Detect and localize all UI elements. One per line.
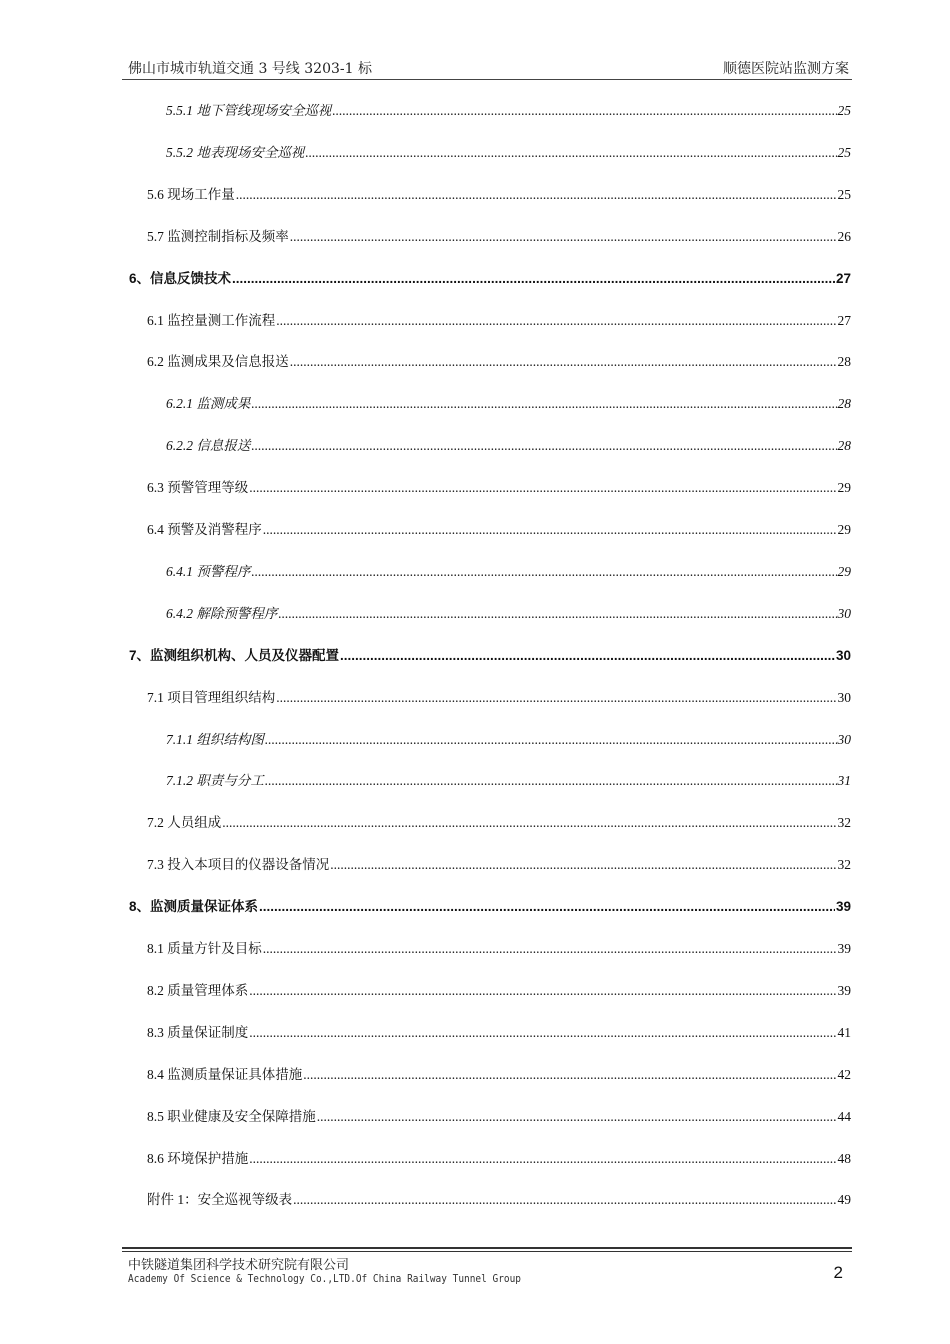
toc-entry-title: 5.5.1 地下管线现场安全巡视 — [166, 103, 332, 118]
toc-entry-page-number: 28 — [837, 354, 851, 370]
toc-entry-title: 6.3 预警管理等级 — [147, 480, 249, 496]
toc-entry-page-number: 30 — [837, 731, 851, 747]
toc-dot-leader — [263, 940, 837, 958]
toc-entry[interactable] — [166, 731, 851, 749]
toc-entry-page-number: 49 — [837, 1192, 851, 1208]
toc-dot-leader — [249, 982, 836, 1000]
header-divider — [122, 79, 852, 80]
toc-entry[interactable] — [147, 689, 851, 707]
toc-entry-page-number: 32 — [837, 857, 851, 873]
toc-entry-page-number: 32 — [837, 815, 851, 831]
toc-entry-page-number: 39 — [837, 941, 851, 956]
toc-entry-page-number: 41 — [837, 1024, 851, 1040]
toc-entry[interactable] — [166, 772, 851, 790]
toc-entry-title: 6、信息反馈技术 — [129, 270, 232, 286]
toc-entry-page-number: 30 — [835, 647, 851, 663]
toc-entry-title: 7、监测组织机构、人员及仪器配置 — [129, 647, 340, 663]
toc-entry[interactable] — [166, 605, 851, 623]
toc-entry[interactable] — [166, 102, 851, 120]
toc-entry-title: 7.3 投入本项目的仪器设备情况 — [147, 857, 330, 873]
toc-entry-title: 6.4.2 解除预警程序 — [166, 605, 278, 621]
toc-dot-leader — [263, 521, 837, 539]
toc-entry[interactable] — [147, 1191, 851, 1209]
toc-entry[interactable] — [147, 228, 851, 246]
toc-entry[interactable] — [147, 1150, 851, 1168]
toc-entry-title: 6.4 预警及消警程序 — [147, 522, 262, 537]
toc-dot-leader — [265, 731, 837, 749]
toc-entry-title: 5.7 监测控制指标及频率 — [147, 228, 289, 244]
toc-entry-page-number: 39 — [837, 982, 851, 998]
toc-dot-leader — [251, 395, 836, 413]
toc-dot-leader — [236, 186, 837, 204]
footer-divider-thin — [122, 1251, 852, 1252]
toc-dot-leader — [276, 689, 836, 707]
toc-entry-page-number: 25 — [837, 186, 851, 202]
toc-entry-page-number: 39 — [835, 899, 851, 915]
toc-entry[interactable] — [166, 563, 851, 581]
toc-entry-title: 8.1 质量方针及目标 — [147, 941, 262, 956]
toc-entry-title: 8.6 环境保护措施 — [147, 1150, 249, 1166]
toc-entry[interactable] — [147, 940, 851, 958]
toc-entry-page-number: 42 — [837, 1066, 851, 1082]
toc-dot-leader — [330, 856, 836, 874]
toc-entry-page-number: 25 — [837, 103, 851, 118]
toc-entry-title: 7.1 项目管理组织结构 — [147, 689, 276, 705]
toc-entry-title: 6.2.2 信息报送 — [166, 438, 251, 454]
toc-entry-title: 7.1.1 组织结构图 — [166, 731, 264, 747]
toc-entry[interactable] — [129, 270, 851, 288]
toc-entry-title: 5.5.2 地表现场安全巡视 — [166, 144, 305, 160]
toc-dot-leader — [278, 605, 836, 623]
toc-dot-leader — [251, 437, 836, 455]
toc-entry[interactable] — [166, 437, 851, 455]
toc-entry[interactable] — [147, 312, 851, 330]
toc-entry-title: 8.3 质量保证制度 — [147, 1024, 249, 1040]
toc-dot-leader — [290, 353, 837, 371]
toc-entry[interactable] — [147, 982, 851, 1000]
toc-entry[interactable] — [147, 1066, 851, 1084]
toc-dot-leader — [303, 1066, 836, 1084]
toc-entry-page-number: 26 — [837, 228, 851, 244]
toc-entry-page-number: 29 — [837, 522, 851, 537]
toc-entry-title: 附件 1：安全巡视等级表 — [147, 1192, 293, 1208]
toc-entry-title: 5.6 现场工作量 — [147, 186, 235, 202]
toc-dot-leader — [305, 144, 836, 162]
toc-entry-title: 7.1.2 职责与分工 — [166, 773, 264, 789]
toc-entry-title: 6.4.1 预警程序 — [166, 563, 251, 579]
header-document-title: 顺德医院站监测方案 — [723, 61, 849, 77]
toc-dot-leader — [249, 1024, 836, 1042]
toc-entry[interactable] — [166, 144, 851, 162]
toc-dot-leader — [290, 228, 837, 246]
toc-dot-leader — [340, 647, 835, 665]
toc-dot-leader — [249, 1150, 836, 1168]
footer-divider-thick — [122, 1247, 852, 1249]
toc-entry[interactable] — [147, 186, 851, 204]
toc-entry-title: 6.1 监控量测工作流程 — [147, 312, 276, 328]
toc-entry-page-number: 44 — [837, 1108, 851, 1124]
toc-dot-leader — [317, 1108, 837, 1126]
toc-entry-page-number: 27 — [835, 270, 851, 286]
toc-dot-leader — [249, 479, 836, 497]
toc-entry-page-number: 25 — [837, 144, 851, 160]
toc-entry[interactable] — [147, 1024, 851, 1042]
toc-entry-title: 8.2 质量管理体系 — [147, 982, 249, 998]
toc-entry[interactable] — [147, 479, 851, 497]
toc-entry-page-number: 29 — [837, 563, 851, 579]
footer-company-en: Academy Of Science & Technology Co.,LTD.Of China Railway Tunnel Group — [128, 1272, 521, 1285]
toc-entry[interactable] — [147, 856, 851, 874]
toc-dot-leader — [232, 270, 835, 288]
toc-entry-title: 6.2.1 监测成果 — [166, 396, 251, 412]
toc-entry[interactable] — [147, 1108, 851, 1126]
page-number: 2 — [833, 1263, 843, 1282]
toc-entry[interactable] — [129, 647, 851, 665]
toc-entry-page-number: 30 — [837, 605, 851, 621]
toc-entry[interactable] — [147, 521, 851, 539]
toc-entry-page-number: 30 — [837, 689, 851, 705]
toc-dot-leader — [332, 102, 836, 120]
toc-entry-title: 6.2 监测成果及信息报送 — [147, 354, 289, 370]
toc-dot-leader — [259, 898, 835, 916]
toc-dot-leader — [222, 814, 836, 832]
toc-entry-page-number: 28 — [837, 438, 851, 454]
toc-entry[interactable] — [147, 353, 851, 371]
toc-entry-page-number: 31 — [837, 773, 851, 789]
toc-entry-title: 8.4 监测质量保证具体措施 — [147, 1066, 303, 1082]
toc-entry[interactable] — [147, 814, 851, 832]
toc-entry[interactable] — [129, 898, 851, 916]
toc-entry-title: 8、监测质量保证体系 — [129, 899, 259, 915]
toc-dot-leader — [276, 312, 836, 330]
toc-entry-page-number: 29 — [837, 480, 851, 496]
footer-company-cn: 中铁隧道集团科学技术研究院有限公司 — [128, 1258, 350, 1273]
toc-entry-page-number: 27 — [837, 312, 851, 328]
header-project-title: 佛山市城市轨道交通 3 号线 3203-1 标 — [128, 61, 372, 77]
toc-entry-title: 8.5 职业健康及安全保障措施 — [147, 1108, 316, 1124]
toc-entry-title: 7.2 人员组成 — [147, 815, 222, 831]
toc-dot-leader — [265, 772, 837, 790]
toc-dot-leader — [251, 563, 836, 581]
toc-entry-page-number: 28 — [837, 396, 851, 412]
toc-entry[interactable] — [166, 395, 851, 413]
toc-dot-leader — [293, 1191, 836, 1209]
toc-entry-page-number: 48 — [837, 1150, 851, 1166]
